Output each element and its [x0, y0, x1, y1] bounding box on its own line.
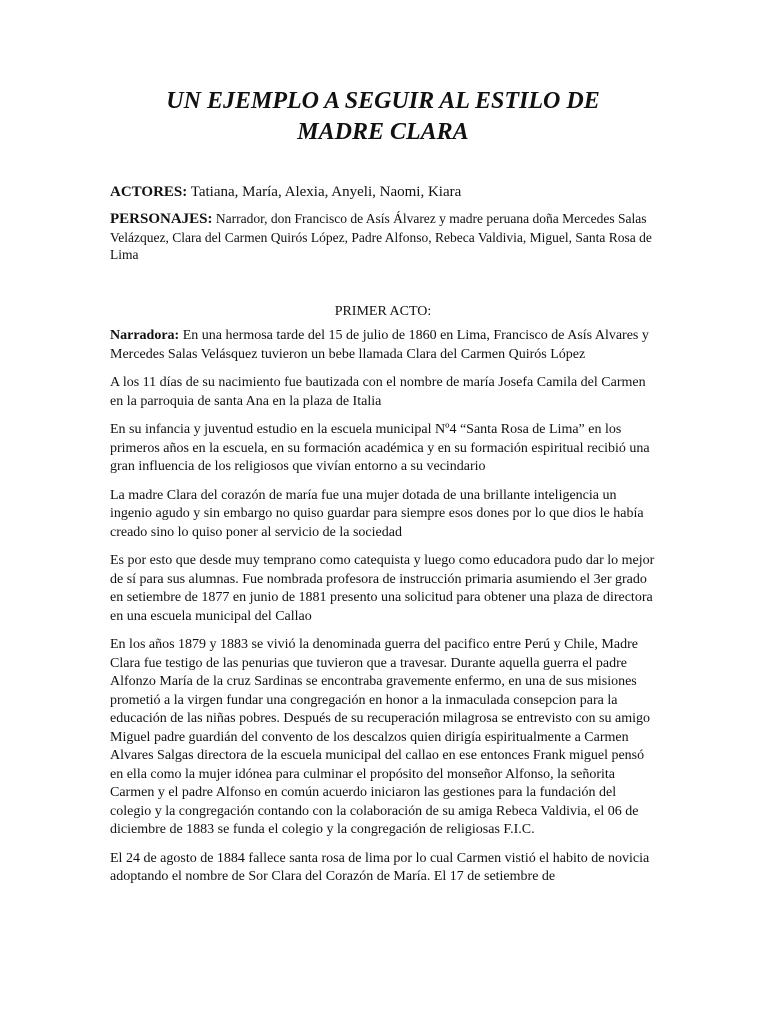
actores-line [110, 182, 670, 202]
document-title [110, 86, 656, 148]
actores-list: Tatiana, María, Alexia, Anyeli, Naomi, Kiara [187, 184, 462, 200]
paragraph-4: La madre Clara del corazón de maría fue una mujer dotada de una brillante inteligencia un ingenio agudo y sin embargo no quiso guardar para siempre esos dones por lo que dios le había creado sino lo quiso poner al servicio de la sociedad [110, 487, 644, 540]
personajes-block [110, 210, 670, 264]
paragraph-5: Es por esto que desde muy temprano como catequista y luego como educadora pudo dar lo mejor de sí para sus alumnas. Fue nombrada profesora de instrucción primaria asumiendo el 3er grado en setiembre de 1877 en junio de 1881 presento una solicitud para obtener una plaza de directora en una escuela municipal del Callao [110, 553, 655, 624]
title-line-1: UN EJEMPLO A SEGUIR AL ESTILO DE [166, 88, 600, 114]
personajes-label: PERSONAJES: [110, 211, 213, 227]
act-heading: PRIMER ACTO: [334, 304, 432, 319]
speaker-label: Narradora: [110, 328, 180, 343]
paragraph-2: A los 11 días de su nacimiento fue bautizada con el nombre de maría Josefa Camila del Carmen en la parroquia de santa Ana en la plaza de Italia [110, 375, 646, 409]
paragraph-1-text: En una hermosa tarde del 15 de julio de 1860 en Lima, Francisco de Asís Alvares y Mercedes Salas Velásquez tuvieron un bebe llamada Clara del Carmen Quirós López [110, 328, 649, 362]
paragraph-7: El 24 de agosto de 1884 fallece santa rosa de lima por lo cual Carmen vistió el habito de novicia adoptando el nombre de Sor Clara del Corazón de María. El 17 de setiembre de [110, 850, 650, 884]
personajes-list: Narrador, don Francisco de Asís Álvarez y madre peruana doña Mercedes Salas Velázquez, Clara del Carmen Quirós López, Padre Alfonso, Rebeca Valdivia, Miguel, Santa Rosa de Lima [110, 211, 652, 262]
paragraph-6: En los años 1879 y 1883 se vivió la denominada guerra del pacifico entre Perú y Chile, Madre Clara fue testigo de las penurias que tuvieron que a travesar. Durante aquella guerra el padre Alfonzo María de la cruz Sardinas se encontraba gravemente enfermo, en una de sus misiones prometió a la virgen fundar una congregación en honor a la inmaculada consepcion para la educación de las niñas pobres. Después de su recuperación milagrosa se entrevisto con su amigo Miguel padre guardián del convento de los descalzos quien dirigía espiritualmente a Carmen Alvares Salgas directora de la escuela municipal del callao en ese entonces Frank miguel pensó en ella como la mujer idónea para culminar el propósito del monseñor Alfonso, la señorita Carmen y el padre Alfonso en común acuerdo iniciaron las gestiones para la fundación del colegio y la congregación contando con la colaboración de su amiga Rebeca Valdivia, el 06 de diciembre de 1883 se funda el colegio y la congregación de religiosas F.I.C. [110, 637, 650, 837]
document-body [110, 327, 658, 897]
actores-label: ACTORES: [110, 184, 188, 200]
paragraph-1 [110, 327, 658, 364]
title-line-2: MADRE CLARA [297, 119, 469, 145]
paragraph-3: En su infancia y juventud estudio en la escuela municipal Nº4 “Santa Rosa de Lima” en los primeros años en la escuela, en su formación académica y en su formación espiritual recibió una gran influencia de los religiosos que vivían entorno a su vecindario [110, 422, 650, 474]
